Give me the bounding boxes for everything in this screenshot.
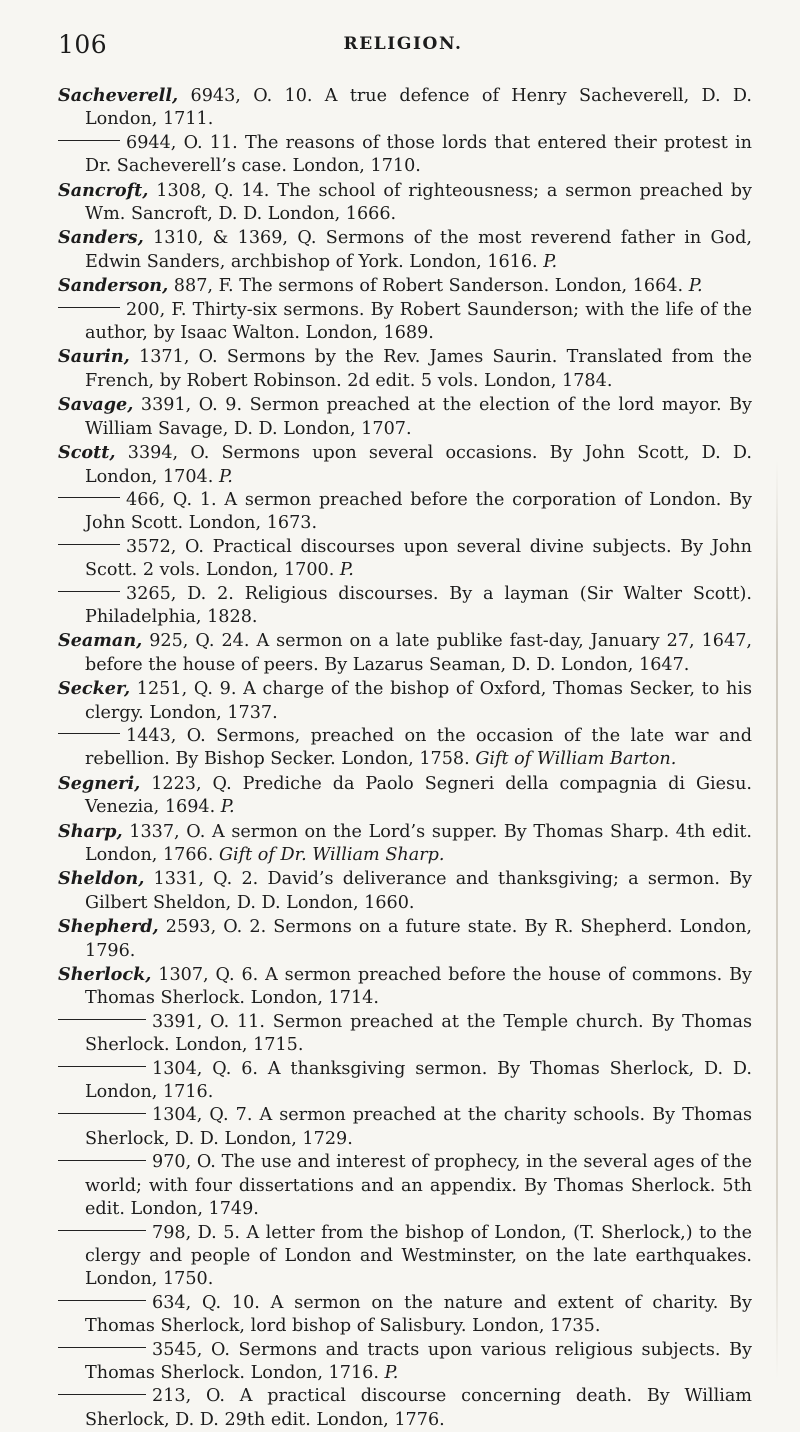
- catalogue-entry: [58, 629, 752, 677]
- catalogue-entry: [58, 1011, 752, 1058]
- ditto-dash: [58, 1394, 146, 1395]
- entry-text: 3394, O. Sermons upon several occasions. By John Scott, D. D. London, 1704.: [85, 443, 752, 487]
- catalogue-entry: [58, 1151, 752, 1221]
- entry-text: 213, O. A practical discourse concerning death. By William Sherlock, D. D. 29th edit. London, 1776.: [85, 1386, 752, 1430]
- ditto-dash: [58, 1300, 146, 1301]
- catalogue-entry: [58, 1292, 752, 1339]
- catalogue-entry: [58, 867, 752, 915]
- entry-author: Sanderson,: [58, 275, 169, 297]
- entry-author: Sheldon,: [58, 868, 145, 890]
- entry-author: Secker,: [58, 678, 131, 700]
- entry-author: Sanders,: [58, 227, 144, 249]
- catalogue-entry: [58, 820, 752, 868]
- entry-text: 1251, Q. 9. A charge of the bishop of Oxford, Thomas Secker, to his clergy. London, 1737.: [85, 679, 752, 723]
- entry-author: Sacheverell,: [58, 85, 179, 106]
- ditto-dash: [58, 1347, 146, 1348]
- entry-note: Gift of William Barton.: [475, 749, 677, 770]
- catalogue-entry: [58, 179, 752, 227]
- entry-text: 3391, O. 11. Sermon preached at the Temple church. By Thomas Sherlock. London, 1715.: [85, 1011, 752, 1056]
- catalogue-entry: [58, 915, 752, 963]
- entry-author: Sancroft,: [58, 179, 149, 201]
- catalogue-entry: [58, 1104, 752, 1151]
- ditto-dash: [58, 733, 120, 734]
- ditto-dash: [58, 1066, 146, 1067]
- ditto-dash: [58, 1160, 146, 1161]
- entry-note: P.: [543, 251, 558, 272]
- entry-text: 1331, Q. 2. David’s deliverance and thanksgiving; a sermon. By Gilbert Sheldon, D. D. London, 1660.: [85, 869, 752, 913]
- page-number: 106: [58, 30, 108, 59]
- entry-text: 6943, O. 10. A true defence of Henry Sacheverell, D. D. London, 1711.: [85, 86, 752, 130]
- catalogue-entry: [58, 393, 752, 441]
- entry-author: Sharp,: [58, 820, 123, 842]
- entry-text: 925, Q. 24. A sermon on a late publike fast-day, January 27, 1647, before the house of peers. By Lazarus Seaman, D. D. London, 1647.: [85, 631, 752, 675]
- catalogue-entry: [58, 489, 752, 536]
- entry-text: 634, Q. 10. A sermon on the nature and extent of charity. By Thomas Sherlock, lord bishop of Salisbury. London, 1735.: [85, 1292, 752, 1337]
- entry-text: 1307, Q. 6. A sermon preached before the house of commons. By Thomas Sherlock. London, 1714.: [85, 965, 752, 1009]
- running-head: RELIGION.: [343, 34, 463, 54]
- entry-text: 1443, O. Sermons, preached on the occasion of the late war and rebellion. By Bishop Secker. London, 1758.: [85, 725, 752, 770]
- catalogue-entry: [58, 963, 752, 1011]
- catalogue-entry: [58, 536, 752, 583]
- entry-author: Scott,: [58, 442, 116, 464]
- catalogue-entries: [58, 84, 752, 1432]
- catalogue-entry: [58, 583, 752, 630]
- catalogue-entry: [58, 1339, 752, 1386]
- entry-text: 1337, O. A sermon on the Lord’s supper. By Thomas Sharp. 4th edit. London, 1766.: [85, 821, 752, 865]
- entry-text: 3572, O. Practical discourses upon several divine subjects. By John Scott. 2 vols. London, 1700.: [85, 536, 752, 581]
- entry-text: 970, O. The use and interest of prophecy, in the several ages of the world; with four dissertations and an appendix. By Thomas Sherlock. 5th edit. London, 1749.: [85, 1152, 752, 1220]
- catalogue-entry: [58, 1058, 752, 1105]
- entry-note: P.: [220, 797, 235, 818]
- entry-author: Seaman,: [58, 630, 143, 652]
- entry-author: Savage,: [58, 394, 134, 416]
- entry-text: 1304, Q. 6. A thanksgiving sermon. By Thomas Sherlock, D. D. London, 1716.: [85, 1058, 752, 1103]
- catalogue-entry: [58, 772, 752, 820]
- ditto-dash: [58, 591, 120, 592]
- entry-text: 3545, O. Sermons and tracts upon various religious subjects. By Thomas Sherlock. London, 1716.: [85, 1339, 752, 1383]
- catalogue-entry: [58, 345, 752, 393]
- entry-text: 2593, O. 2. Sermons on a future state. By R. Shepherd. London, 1796.: [85, 917, 752, 961]
- entry-note: P.: [218, 466, 233, 487]
- ditto-dash: [58, 544, 120, 545]
- catalogue-entry: [58, 725, 752, 772]
- catalogue-entry: [58, 274, 752, 298]
- entry-text: 6944, O. 11. The reasons of those lords that entered their protest in Dr. Sacheverell’s case. London, 1710.: [85, 132, 752, 177]
- catalogue-entry: [58, 1385, 752, 1432]
- catalogue-entry: [58, 226, 752, 274]
- catalogue-entry: [58, 299, 752, 346]
- entry-text: 887, F. The sermons of Robert Sanderson. London, 1664.: [168, 276, 684, 297]
- page-header: [58, 30, 748, 70]
- ditto-dash: [58, 140, 120, 141]
- entry-text: 1223, Q. Prediche da Paolo Segneri della compagnia di Giesu. Venezia, 1694.: [85, 773, 752, 818]
- page-edge-shadow: [776, 460, 778, 1380]
- ditto-dash: [58, 1113, 146, 1114]
- entry-text: 3391, O. 9. Sermon preached at the election of the lord mayor. By William Savage, D. D. London, 1707.: [85, 395, 752, 439]
- ditto-dash: [58, 497, 120, 498]
- ditto-dash: [58, 1230, 146, 1231]
- entry-author: Shepherd,: [58, 916, 159, 938]
- catalogue-entry: [58, 132, 752, 179]
- catalogue-entry: [58, 1222, 752, 1292]
- entry-text: 466, Q. 1. A sermon preached before the corporation of London. By John Scott. London, 1673.: [85, 489, 752, 534]
- ditto-dash: [58, 307, 120, 308]
- catalogue-entry: [58, 441, 752, 489]
- entry-text: 1310, & 1369, Q. Sermons of the most reverend father in God, Edwin Sanders, archbishop of York. London, 1616.: [85, 228, 752, 272]
- entry-note: P.: [339, 560, 354, 581]
- entry-text: 200, F. Thirty-six sermons. By Robert Saunderson; with the life of the author, by Isaac Walton. London, 1689.: [85, 299, 752, 344]
- entry-text: 1371, O. Sermons by the Rev. James Saurin. Translated from the French, by Robert Robinson. 2d edit. 5 vols. London, 1784.: [85, 347, 752, 391]
- entry-author: Sherlock,: [58, 964, 152, 986]
- entry-text: 798, D. 5. A letter from the bishop of London, (T. Sherlock,) to the clergy and people of London and Westminster, on the late earthquakes. London, 1750.: [85, 1222, 752, 1290]
- catalogue-entry: [58, 677, 752, 725]
- catalogue-entry: [58, 84, 752, 132]
- entry-text: 1304, Q. 7. A sermon preached at the charity schools. By Thomas Sherlock, D. D. London, 1729.: [85, 1105, 752, 1149]
- entry-text: 1308, Q. 14. The school of righteousness; a sermon preached by Wm. Sancroft, D. D. London, 1666.: [85, 180, 752, 225]
- entry-note: Gift of Dr. William Sharp.: [218, 845, 445, 865]
- entry-note: P.: [688, 276, 703, 297]
- entry-text: 3265, D. 2. Religious discourses. By a layman (Sir Walter Scott). Philadelphia, 1828.: [85, 583, 752, 627]
- ditto-dash: [58, 1019, 146, 1020]
- entry-author: Saurin,: [58, 346, 130, 368]
- entry-note: P.: [384, 1362, 399, 1383]
- entry-author: Segneri,: [58, 772, 141, 794]
